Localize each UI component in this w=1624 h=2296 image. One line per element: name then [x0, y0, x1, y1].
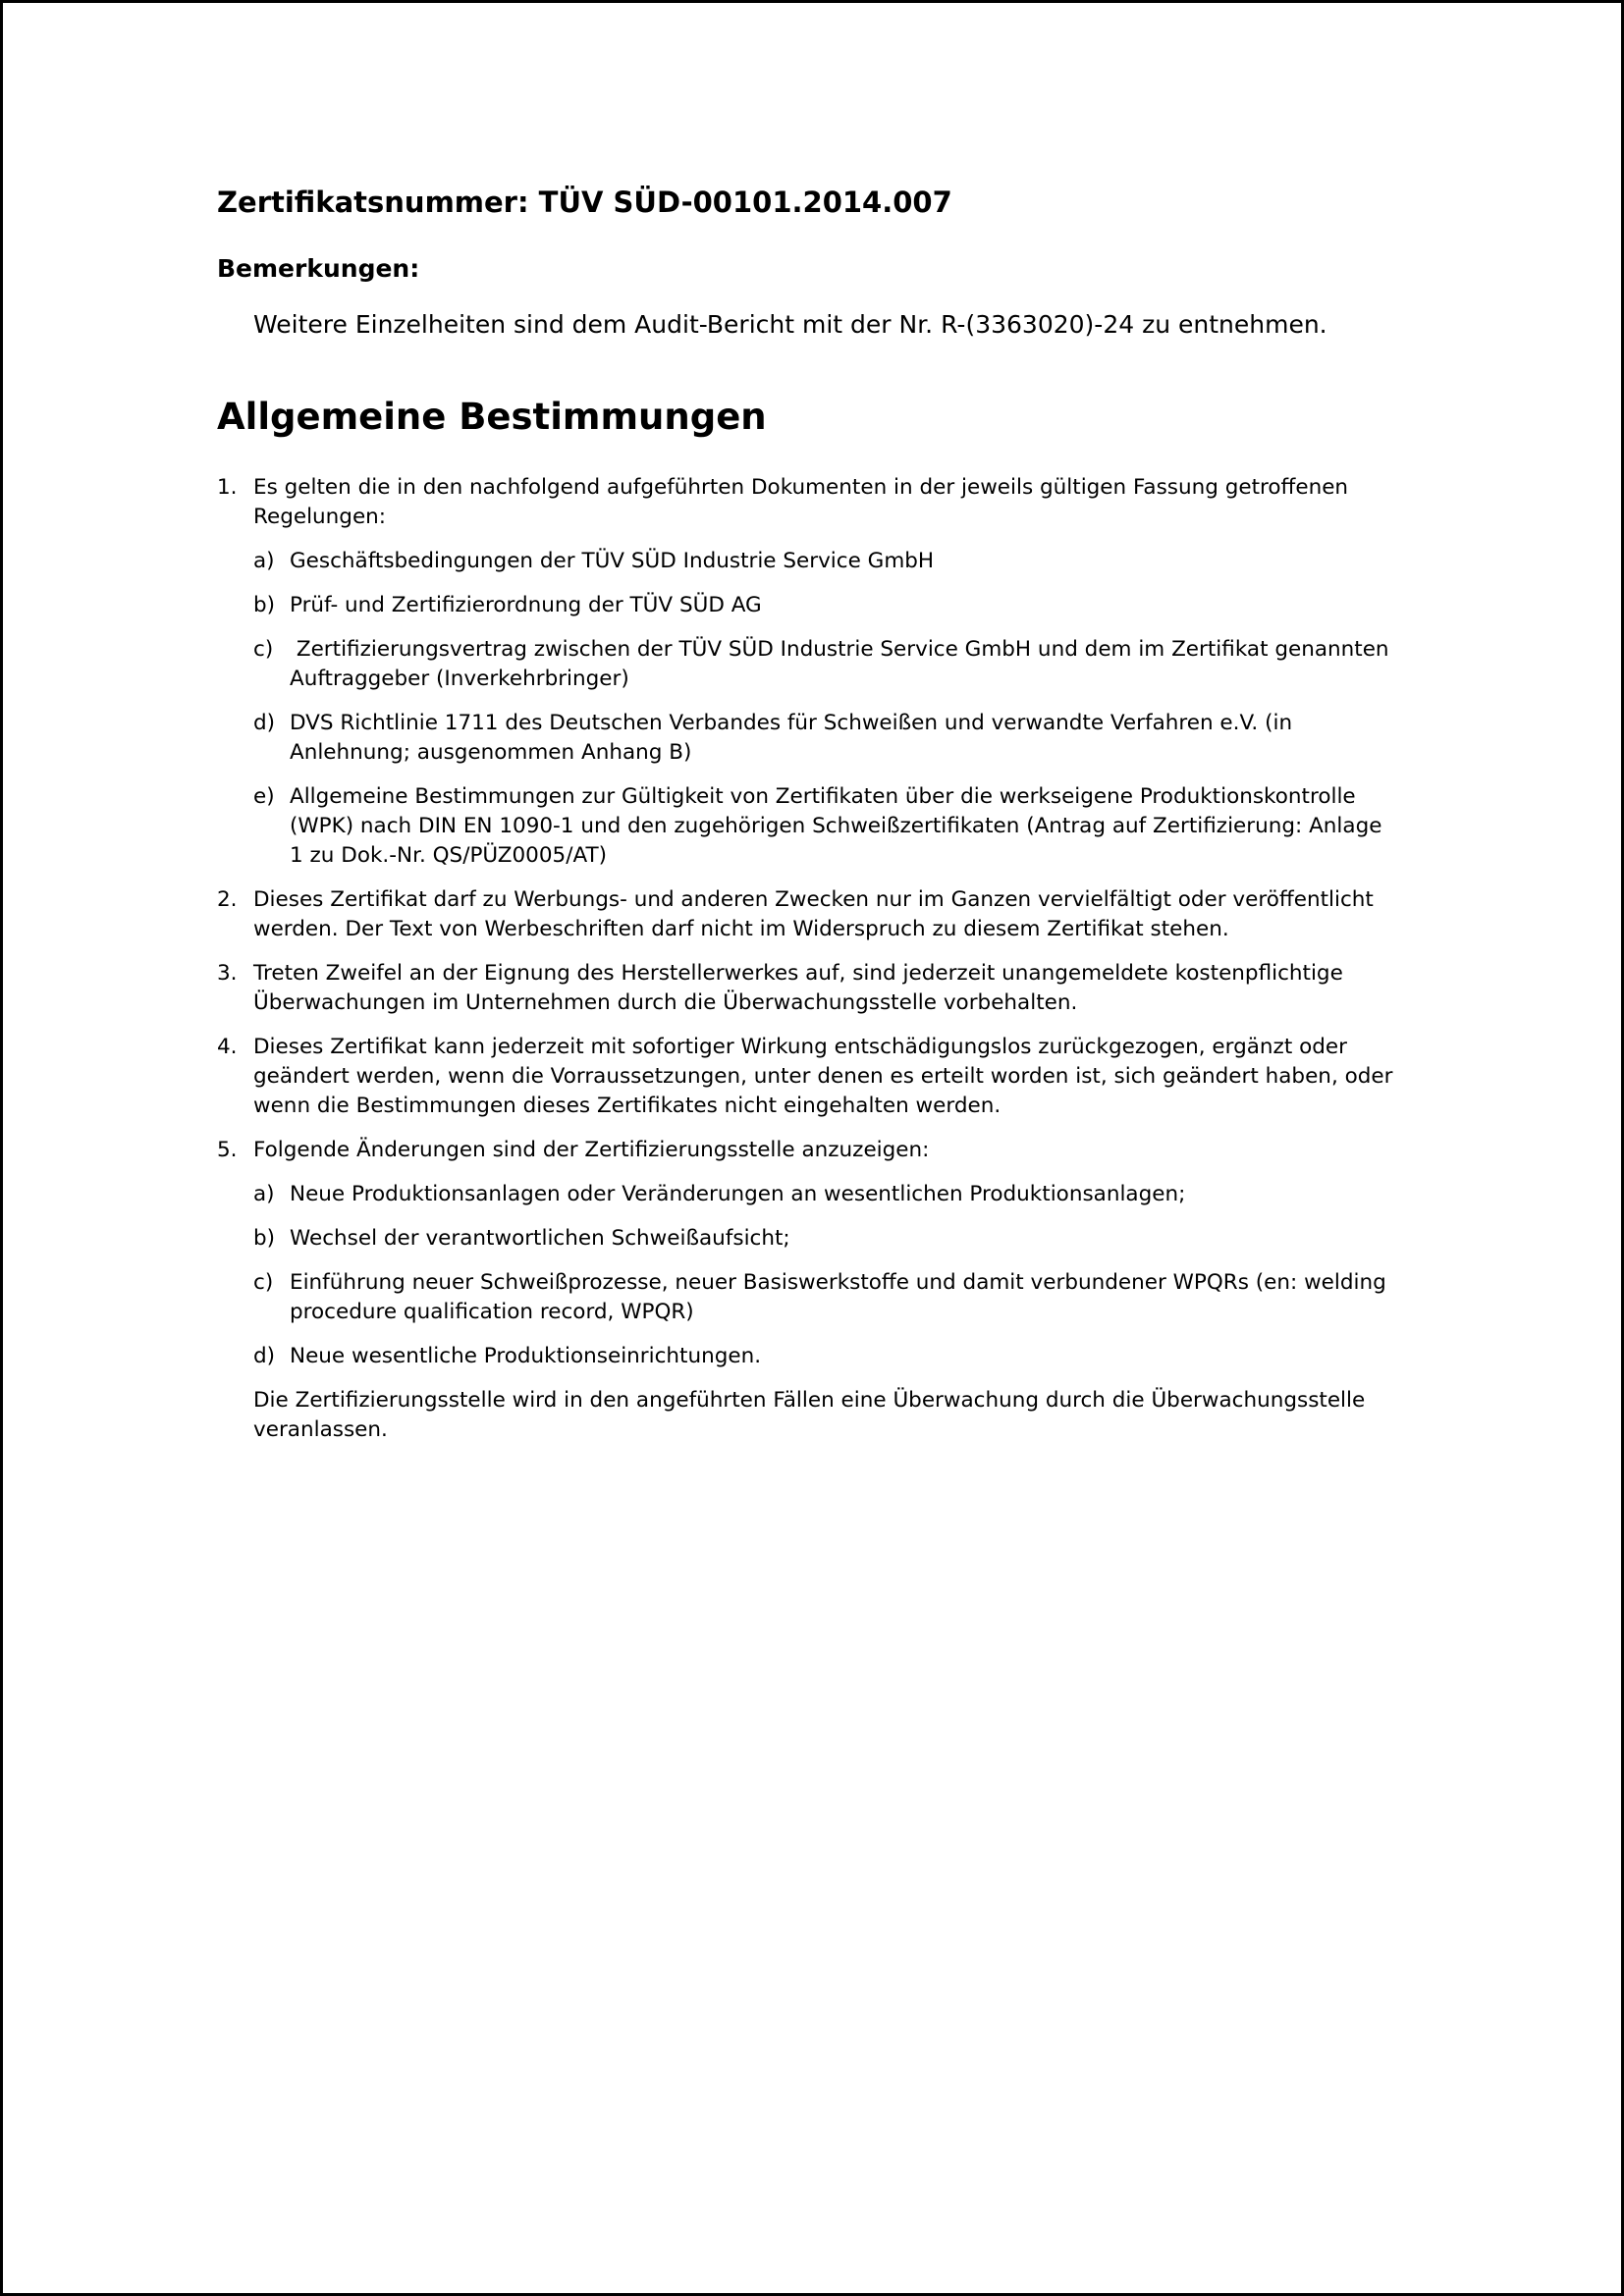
item-text: Treten Zweifel an der Eignung des Herstellerwerkes auf, sind jederzeit unangemeldete kostenpflichtige Überwachungen im Unternehmen durch die Überwachungsstelle vorbehalten.: [253, 961, 1343, 1015]
sub-item-text: Neue wesentliche Produktionseinrichtungen.: [290, 1344, 762, 1368]
remarks-text: Weitere Einzelheiten sind dem Audit-Bericht mit der Nr. R-(3363020)-24 zu entnehmen.: [253, 310, 1327, 339]
sub-item-1b: [253, 591, 1395, 620]
sub-item-letter: b): [253, 1226, 276, 1251]
sub-item-letter: b): [253, 593, 276, 617]
sub-item-1d: [253, 709, 1395, 768]
sub-item-text: DVS Richtlinie 1711 des Deutschen Verbandes für Schweißen und verwandte Verfahren e.V. (in Anlehnung; ausgenommen Anhang B): [290, 711, 1293, 765]
sub-item-5d: [253, 1342, 1395, 1371]
item-number: 3.: [217, 961, 238, 986]
sub-item-letter: a): [253, 549, 275, 573]
item-number: 4.: [217, 1035, 238, 1059]
sub-list: [253, 1180, 1395, 1371]
item-text: Dieses Zertifikat kann jederzeit mit sofortiger Wirkung entschädigungslos zurückgezogen, ergänzt oder geändert werden, wenn die Vorraussetzungen, unter denen es erteilt worden ist, sich geändert haben, oder wenn die Bestimmungen dieses Zertifikates nicht eingehalten werden.: [253, 1035, 1393, 1118]
terms-item-1: [217, 473, 1395, 871]
item-text: Folgende Änderungen sind der Zertifizierungsstelle anzuzeigen:: [253, 1138, 930, 1162]
item-text: Es gelten die in den nachfolgend aufgeführten Dokumenten in der jeweils gültigen Fassung getroffenen Regelungen:: [253, 475, 1349, 529]
sub-item-letter: d): [253, 711, 276, 735]
sub-item-text: Geschäftsbedingungen der TÜV SÜD Industrie Service GmbH: [290, 549, 935, 573]
terms-item-5: [217, 1136, 1395, 1445]
sub-item-text: Wechsel der verantwortlichen Schweißaufsicht;: [290, 1226, 790, 1251]
sub-item-1a: [253, 547, 1395, 576]
terms-item-4: [217, 1033, 1395, 1121]
terms-item-2: [217, 885, 1395, 944]
sub-item-letter: a): [253, 1182, 275, 1206]
item-number: 2.: [217, 887, 238, 912]
sub-item-1e: [253, 782, 1395, 871]
sub-item-5c: [253, 1268, 1395, 1327]
sub-item-text: Prüf- und Zertifizierordnung der TÜV SÜD AG: [290, 593, 762, 617]
sub-item-text: Neue Produktionsanlagen oder Veränderungen an wesentlichen Produktionsanlagen;: [290, 1182, 1186, 1206]
sub-item-letter: e): [253, 784, 275, 809]
sub-item-text: Zertifizierungsvertrag zwischen der TÜV SÜD Industrie Service GmbH und dem im Zertifikat genannten Auftraggeber (Inverkehrbringer): [290, 637, 1396, 691]
sub-list: [253, 547, 1395, 871]
remarks-label: Bemerkungen:: [217, 254, 420, 283]
sub-item-text: Einführung neuer Schweißprozesse, neuer Basiswerkstoffe und damit verbundener WPQRs (en: welding procedure qualification record, WPQR): [290, 1270, 1386, 1324]
item-number: 1.: [217, 475, 238, 500]
item-text: Dieses Zertifikat darf zu Werbungs- und anderen Zwecken nur im Ganzen vervielfältigt oder veröffentlicht werden. Der Text von Werbeschriften darf nicht im Widerspruch zu diesem Zertifikat stehen.: [253, 887, 1374, 941]
section-title: Allgemeine Bestimmungen: [217, 396, 767, 438]
sub-item-letter: c): [253, 1270, 274, 1295]
terms-item-3: [217, 959, 1395, 1018]
terms-list: [217, 473, 1395, 1460]
sub-item-letter: c): [253, 637, 274, 662]
item-number: 5.: [217, 1138, 238, 1162]
item-note: Die Zertifizierungsstelle wird in den angeführten Fällen eine Überwachung durch die Überwachungsstelle veranlassen.: [253, 1388, 1366, 1442]
sub-item-letter: d): [253, 1344, 276, 1368]
sub-item-1c: [253, 635, 1395, 694]
sub-item-5b: [253, 1224, 1395, 1254]
sub-item-5a: [253, 1180, 1395, 1209]
certificate-number: Zertifikatsnummer: TÜV SÜD-00101.2014.007: [217, 186, 952, 219]
sub-item-text: Allgemeine Bestimmungen zur Gültigkeit von Zertifikaten über die werkseigene Produktionskontrolle (WPK) nach DIN EN 1090-1 und den zugehörigen Schweißzertifikaten (Antrag auf Zertifizierung: Anlage 1 zu Dok.-Nr. QS/PÜZ0005/AT): [290, 784, 1382, 868]
